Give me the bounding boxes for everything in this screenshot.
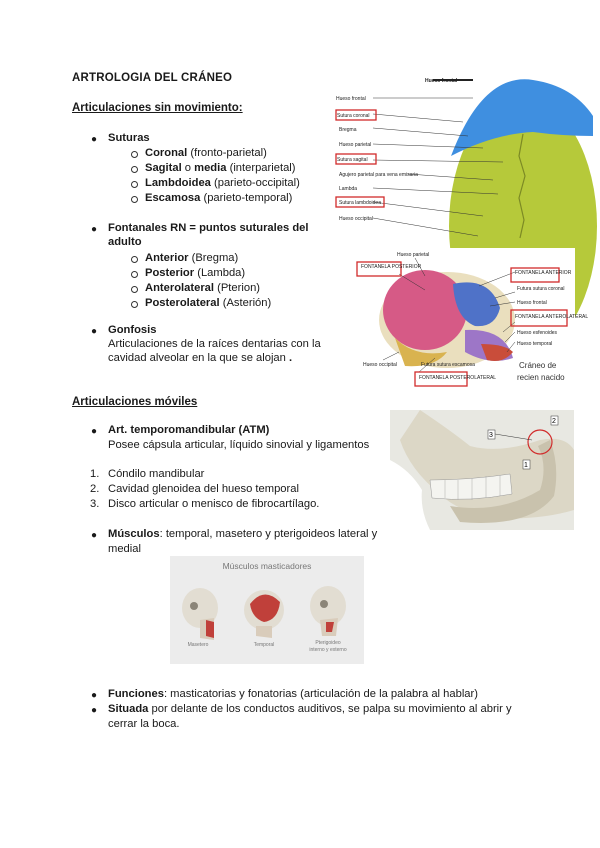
figure-label: Hueso temporal — [517, 341, 553, 347]
bullet-icon: ● — [91, 426, 98, 437]
numbered-item: Cóndilo mandibular — [108, 468, 205, 480]
gonfosis-text-line1: Articulaciones de la raíces dentarias con la — [108, 338, 321, 350]
sutura-item: Sagital o media (interparietal) — [145, 162, 296, 174]
figure-caption: Temporal — [253, 642, 275, 648]
circle-bullet-icon — [131, 166, 138, 173]
figure-marker: 3 — [489, 432, 493, 439]
figure-title: Músculos masticadores — [222, 561, 312, 571]
fontanela-item: Posterolateral (Asterión) — [145, 297, 272, 309]
figure-label: Agujero parietal para vena emisaria — [339, 172, 418, 178]
list-number: 1. — [90, 468, 100, 480]
figure-label: Hueso frontal — [517, 300, 547, 306]
figure-label: Sutura coronal — [337, 113, 370, 119]
figure-label: Sutura lambdoidea — [339, 200, 381, 206]
figure-label: Hueso frontal — [336, 96, 366, 102]
muscles-illustration — [170, 556, 364, 664]
sutura-item: Coronal (fronto-parietal) — [145, 147, 267, 159]
musculos-line1: Músculos: temporal, masetero y pterigoideos lateral y — [108, 528, 378, 540]
circle-bullet-icon — [131, 301, 138, 308]
fontanela-item: Posterior (Lambda) — [145, 267, 246, 279]
circle-bullet-icon — [131, 181, 138, 188]
bullet-icon: ● — [91, 326, 98, 337]
figure-label: Hueso parietal — [397, 252, 430, 258]
newborn-skull-figure — [355, 248, 589, 388]
circle-bullet-icon — [131, 256, 138, 263]
numbered-item: Cavidad glenoidea del hueso temporal — [108, 483, 299, 495]
atm-illustration — [390, 410, 574, 530]
skull-top-figure — [333, 76, 569, 238]
figure-label: Futura sutura coronal — [517, 286, 565, 292]
figure-label: FONTANELA ANTERIOR — [515, 270, 572, 276]
circle-bullet-icon — [131, 196, 138, 203]
figure-label: FONTANELA POSTEROLATERAL — [419, 375, 497, 381]
section-heading-immobile: Articulaciones sin movimiento: — [72, 102, 243, 114]
circle-bullet-icon — [131, 151, 138, 158]
figure-caption: interno y externo — [309, 647, 347, 653]
situada-line2: cerrar la boca. — [108, 718, 180, 730]
list-number: 3. — [90, 498, 100, 510]
figure-label: Futura sutura escamosa — [421, 362, 475, 368]
gonfosis-label: Gonfosis — [108, 324, 157, 336]
fontanela-item: Anterior (Bregma) — [145, 252, 239, 264]
circle-bullet-icon — [131, 286, 138, 293]
fontanela-item: Anterolateral (Pterion) — [145, 282, 261, 294]
parietal-bone-shape — [383, 270, 467, 350]
figure-label: Sutura sagital — [337, 157, 368, 163]
section-heading-mobile: Articulaciones móviles — [72, 396, 198, 408]
figure-marker: 1 — [524, 462, 528, 469]
figure-label: Lambda — [339, 186, 358, 192]
numbered-item: Disco articular o menisco de fibrocartílago. — [108, 498, 320, 510]
fontanelas-label-line1: Fontanales RN = puntos suturales del — [108, 222, 309, 234]
bullet-icon: ● — [91, 705, 98, 716]
figure-caption: Masetero — [187, 642, 209, 648]
skull-top-illustration — [333, 76, 569, 238]
figure-label: FONTANELA ANTEROLATERAL — [515, 314, 589, 320]
figure-caption: Pterigoideo — [315, 640, 341, 646]
bullet-icon: ● — [91, 690, 98, 701]
sutura-item: Escamosa (parieto-temporal) — [145, 192, 293, 204]
sutura-item: Lambdoidea (parieto-occipital) — [145, 177, 300, 189]
figure-caption: Cráneo de — [519, 361, 557, 370]
bullet-icon: ● — [91, 224, 98, 235]
figure-label: Hueso occipital — [339, 216, 373, 222]
musculos-line2: medial — [108, 543, 141, 555]
bullet-icon: ● — [91, 134, 98, 145]
situada-line1: Situada por delante de los conductos auditivos, se palpa su movimiento al abrir y — [108, 703, 512, 715]
suturas-label: Suturas — [108, 132, 150, 144]
list-number: 2. — [90, 483, 100, 495]
page-title: ARTROLOGIA DEL CRÁNEO — [72, 72, 233, 84]
atm-figure — [390, 410, 574, 530]
figure-label: Hueso esfenoides — [517, 330, 558, 336]
masticatory-muscles-figure — [170, 556, 364, 664]
atm-text: Posee cápsula articular, líquido sinovial y ligamentos — [108, 439, 370, 451]
bullet-icon: ● — [91, 530, 98, 541]
figure-label: FONTANELA POSTERIOR — [361, 264, 422, 270]
figure-label: Bregma — [339, 127, 357, 133]
circle-bullet-icon — [131, 271, 138, 278]
gonfosis-text-line2: cavidad alveolar en la que se alojan . — [108, 352, 293, 364]
figure-caption: recien nacido — [517, 373, 565, 382]
newborn-skull-illustration — [355, 248, 589, 388]
fontanelas-label-line2: adulto — [108, 236, 142, 248]
funciones-line: Funciones: masticatorias y fonatorias (articulación de la palabra al hablar) — [108, 688, 478, 700]
figure-label: Hueso parietal — [339, 142, 372, 148]
figure-marker: 2 — [552, 418, 556, 425]
figure-label: Hueso occipital — [363, 362, 397, 368]
figure-header: Hueso frontal — [425, 78, 458, 84]
atm-label: Art. temporomandibular (ATM) — [108, 424, 270, 436]
